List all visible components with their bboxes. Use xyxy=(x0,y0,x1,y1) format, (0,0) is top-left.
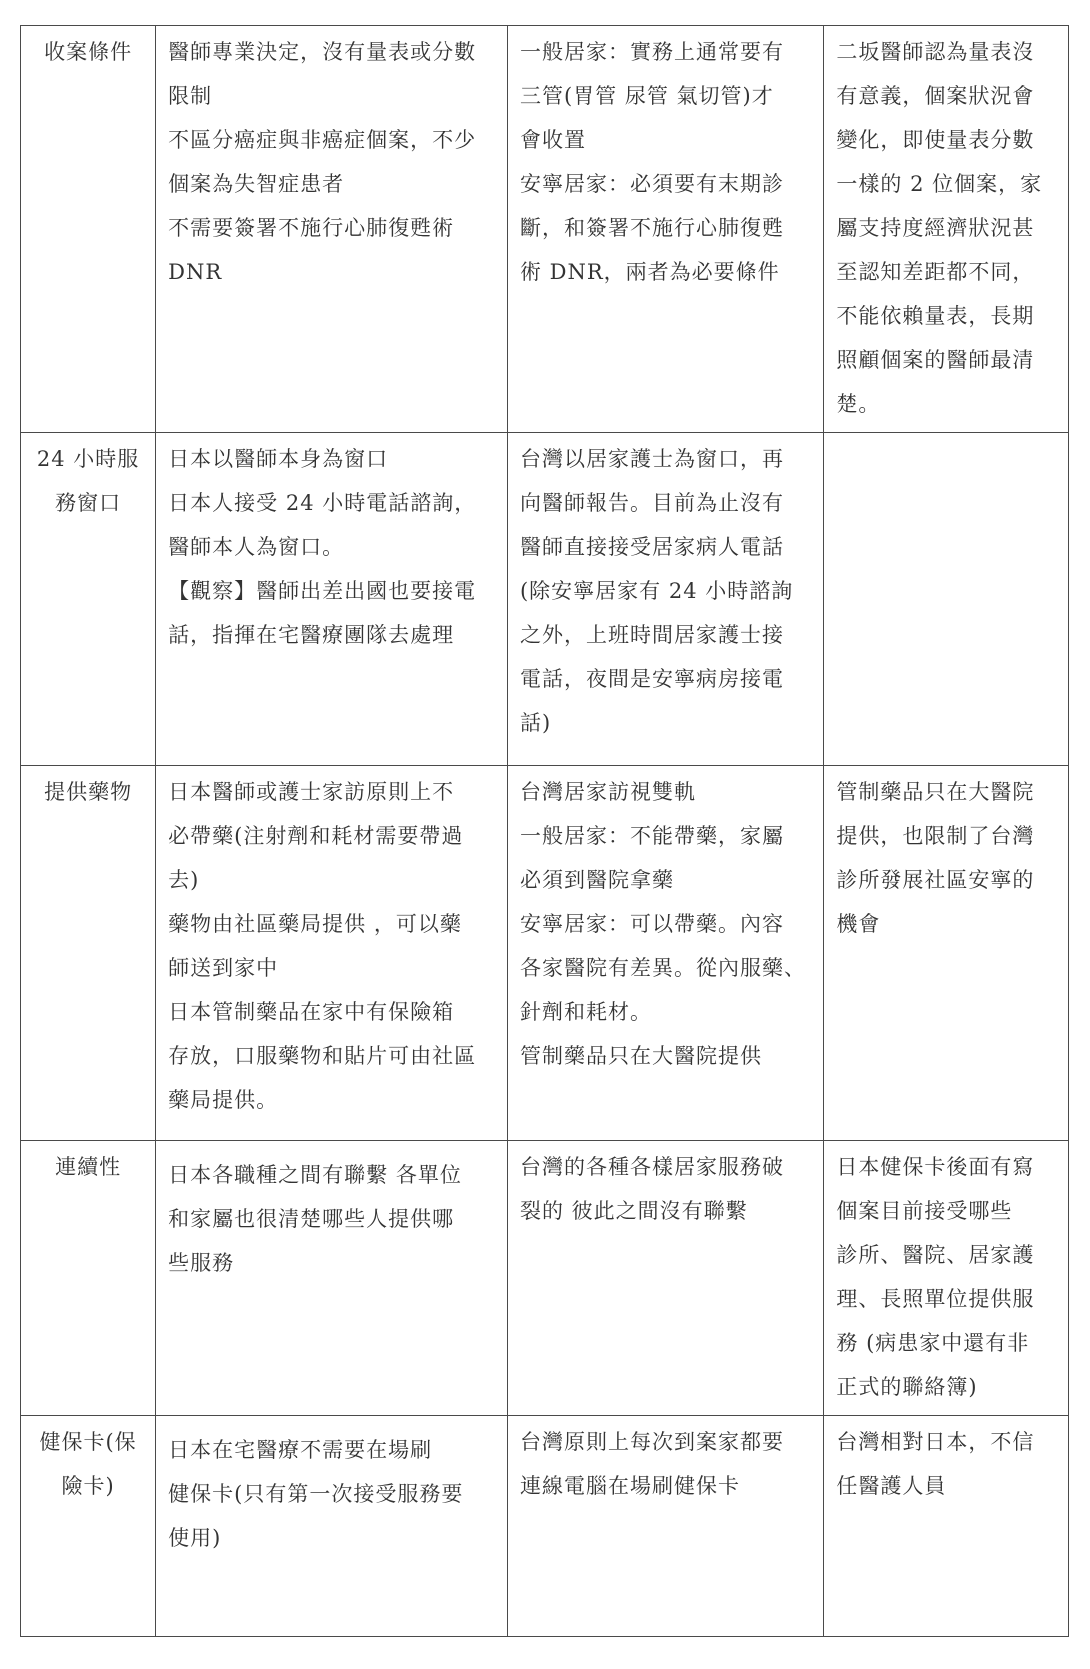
cell-line: DNR xyxy=(168,260,223,284)
cell-line: 和家屬也很清楚哪些人提供哪 xyxy=(168,1207,455,1231)
cell-line: 管制藥品只在大醫院 xyxy=(836,780,1035,804)
cell-line: 必須到醫院拿藥 xyxy=(519,868,674,892)
cell-line: 二坂醫師認為量表沒 xyxy=(836,40,1035,64)
taiwan-cell xyxy=(507,1141,823,1416)
cell-line: 楚。 xyxy=(836,392,881,416)
row-label-line: 險卡) xyxy=(61,1474,115,1498)
cell-line: 日本管制藥品在家中有保險箱 xyxy=(168,1000,455,1024)
cell-line: 醫師直接接受居家病人電話 xyxy=(519,535,784,559)
cell-line: 【觀察】醫師出差出國也要接電 xyxy=(168,579,477,603)
cell-line: 理、長照單位提供服 xyxy=(836,1287,1035,1311)
table-row xyxy=(21,1416,1069,1637)
cell-line: 向醫師報告。目前為止沒有 xyxy=(519,491,784,515)
note-cell xyxy=(824,26,1069,433)
cell-line: 台灣居家訪視雙軌 xyxy=(519,780,696,804)
cell-line: 診所發展社區安寧的 xyxy=(836,868,1035,892)
cell-line: 醫師本人為窗口。 xyxy=(168,535,345,559)
cell-line: 個案為失智症患者 xyxy=(168,172,345,196)
cell-line: 術 DNR，兩者為必要條件 xyxy=(519,260,780,284)
cell-line: 去) xyxy=(168,868,200,892)
cell-line: 之外，上班時間居家護士接 xyxy=(519,623,784,647)
cell-line: 務 (病患家中還有非 xyxy=(836,1331,1030,1355)
cell-line: 藥局提供。 xyxy=(168,1088,279,1112)
row-label xyxy=(21,766,156,1141)
taiwan-cell xyxy=(507,1416,823,1637)
cell-line: 師送到家中 xyxy=(168,956,279,980)
cell-line: 針劑和耗材。 xyxy=(519,1000,652,1024)
row-label xyxy=(21,26,156,433)
cell-line: 變化，即使量表分數 xyxy=(836,128,1035,152)
cell-line: 使用) xyxy=(168,1526,222,1550)
cell-line: 一般居家：實務上通常要有 xyxy=(519,40,784,64)
cell-line: 日本人接受 24 小時電話諮詢， xyxy=(168,491,477,515)
row-label-line: 連續性 xyxy=(55,1155,122,1179)
japan-cell xyxy=(156,766,508,1141)
cell-line: 斷，和簽署不施行心肺復甦 xyxy=(519,216,784,240)
row-label-line: 24 小時服 xyxy=(36,447,140,471)
table-row xyxy=(21,26,1069,433)
cell-line: 話) xyxy=(519,711,552,735)
cell-line: 安寧居家：可以帶藥。內容 xyxy=(519,912,784,936)
row-label-line: 收案條件 xyxy=(44,40,133,64)
taiwan-cell xyxy=(507,433,823,766)
cell-line: 機會 xyxy=(836,912,881,936)
row-label-line: 健保卡(保 xyxy=(39,1430,137,1454)
taiwan-cell xyxy=(507,766,823,1141)
cell-line: 日本健保卡後面有寫 xyxy=(836,1155,1035,1179)
table-row xyxy=(21,433,1069,766)
comparison-table xyxy=(20,25,1069,1637)
note-cell xyxy=(824,766,1069,1141)
cell-line: 醫師專業決定，沒有量表或分數 xyxy=(168,40,477,64)
cell-line: 藥物由社區藥局提供 ，可以藥 xyxy=(168,912,462,936)
table-row xyxy=(21,766,1069,1141)
cell-line: 至認知差距都不同， xyxy=(836,260,1035,284)
row-label-line: 務窗口 xyxy=(55,491,122,515)
cell-line: 日本各職種之間有聯繫 各單位 xyxy=(168,1163,462,1187)
cell-line: 日本在宅醫療不需要在場刷 xyxy=(168,1438,433,1462)
cell-line: 一般居家：不能帶藥，家屬 xyxy=(519,824,784,848)
cell-line: 一樣的 2 位個案，家 xyxy=(836,172,1043,196)
row-label xyxy=(21,1141,156,1416)
cell-line: 連線電腦在場刷健保卡 xyxy=(519,1474,740,1498)
note-cell xyxy=(824,1141,1069,1416)
table-body xyxy=(21,26,1069,1637)
cell-line: 必帶藥(注射劑和耗材需要帶過 xyxy=(168,824,464,848)
cell-line: 診所、醫院、居家護 xyxy=(836,1243,1035,1267)
japan-cell xyxy=(156,1416,508,1637)
cell-line: 安寧居家：必須要有末期診 xyxy=(519,172,784,196)
cell-line: 裂的 彼此之間沒有聯繫 xyxy=(519,1199,748,1223)
cell-line: 不能依賴量表，長期 xyxy=(836,304,1035,328)
cell-line: 各家醫院有差異。從內服藥、 xyxy=(519,956,806,980)
cell-line: 些服務 xyxy=(168,1251,235,1275)
cell-line: 健保卡(只有第一次接受服務要 xyxy=(168,1482,464,1506)
cell-line: 個案目前接受哪些 xyxy=(836,1199,1013,1223)
note-cell xyxy=(824,1416,1069,1637)
cell-line: 電話，夜間是安寧病房接電 xyxy=(519,667,784,691)
cell-line: 管制藥品只在大醫院提供 xyxy=(519,1044,762,1068)
cell-line: 任醫護人員 xyxy=(836,1474,947,1498)
cell-line: 台灣相對日本，不信 xyxy=(836,1430,1035,1454)
row-label-line: 提供藥物 xyxy=(44,780,133,804)
japan-cell xyxy=(156,1141,508,1416)
note-cell xyxy=(824,433,1069,766)
cell-line: 日本醫師或護士家訪原則上不 xyxy=(168,780,455,804)
cell-line: 日本以醫師本身為窗口 xyxy=(168,447,389,471)
table-row xyxy=(21,1141,1069,1416)
cell-line: 正式的聯絡簿) xyxy=(836,1375,978,1399)
cell-line: 屬支持度經濟狀況甚 xyxy=(836,216,1035,240)
row-label xyxy=(21,433,156,766)
cell-line: 有意義，個案狀況會 xyxy=(836,84,1035,108)
taiwan-cell xyxy=(507,26,823,433)
cell-line: 存放，口服藥物和貼片可由社區 xyxy=(168,1044,477,1068)
cell-line: 不需要簽署不施行心肺復甦術 xyxy=(168,216,455,240)
cell-line: 台灣以居家護士為窗口，再 xyxy=(519,447,784,471)
row-label xyxy=(21,1416,156,1637)
cell-line: 照顧個案的醫師最清 xyxy=(836,348,1035,372)
cell-line: 話，指揮在宅醫療團隊去處理 xyxy=(168,623,455,647)
cell-line: 台灣的各種各樣居家服務破 xyxy=(519,1155,784,1179)
cell-line: 台灣原則上每次到案家都要 xyxy=(519,1430,784,1454)
cell-line: 會收置 xyxy=(519,128,586,152)
japan-cell xyxy=(156,26,508,433)
cell-line: 不區分癌症與非癌症個案，不少 xyxy=(168,128,477,152)
cell-line: (除安寧居家有 24 小時諮詢 xyxy=(519,579,794,603)
cell-line: 提供，也限制了台灣 xyxy=(836,824,1035,848)
cell-line: 限制 xyxy=(168,84,213,108)
cell-line: 三管(胃管 尿管 氣切管)才 xyxy=(519,84,774,108)
japan-cell xyxy=(156,433,508,766)
